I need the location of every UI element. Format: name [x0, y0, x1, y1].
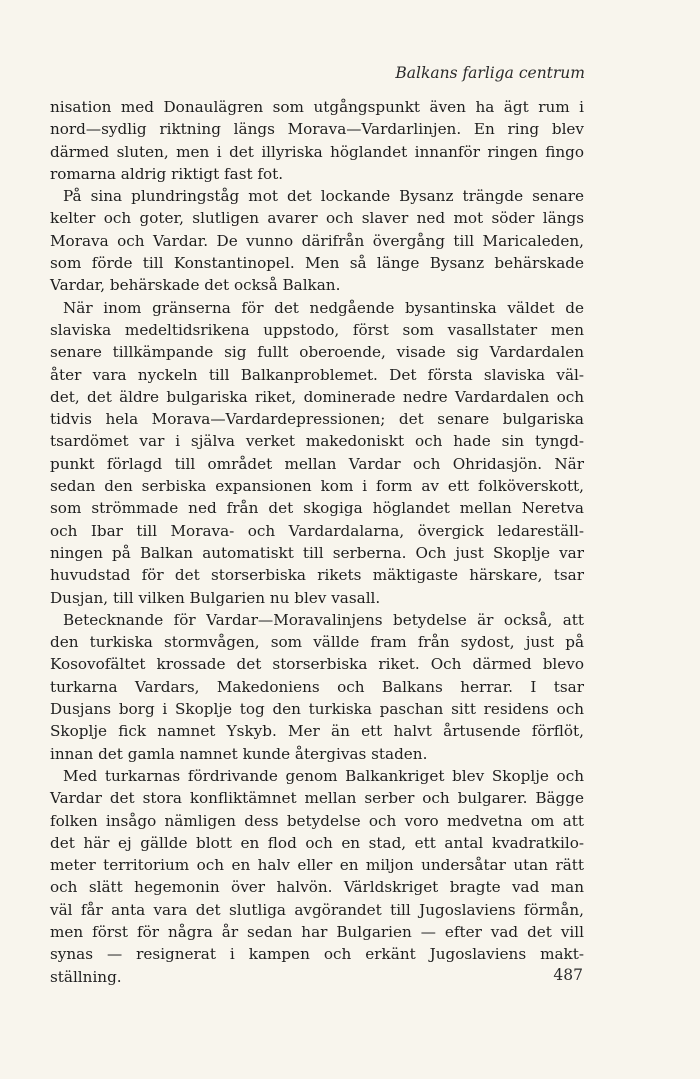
paragraph-1	[50, 96, 584, 185]
text-line: Vardar det stora konfliktämnet mellan serber och bulgarer. Bägge	[50, 789, 584, 808]
text-line: som förde till Konstantinopel. Men så länge Bysanz behärskade	[50, 254, 584, 273]
text-line: det här ej gällde blott en flod och en stad, ett antal kvadratkilo-	[50, 833, 584, 852]
paragraph-3	[50, 297, 584, 609]
text-line: synas — resignerat i kampen och erkänt Jugoslaviens makt-	[50, 945, 584, 964]
text-line: Dusjan, till vilken Bulgarien nu blev vasall.	[50, 588, 381, 607]
text-line: huvudstad för det storserbiska rikets mäktigaste härskare, tsar	[50, 566, 584, 585]
text-line: ställning.	[50, 967, 122, 986]
text-line: ningen på Balkan automatiskt till serberna. Och just Skoplje var	[50, 543, 584, 562]
text-line: Morava och Vardar. De vunno därifrån övergång till Maricaleden,	[50, 231, 584, 250]
text-line: romarna aldrig riktigt fast fot.	[50, 164, 284, 183]
text-line: När inom gränserna för det nedgående bysantinska väldet de	[63, 298, 584, 317]
text-line: punkt förlagd till området mellan Vardar och Ohridasjön. När	[50, 454, 584, 473]
text-line: sedan den serbiska expansionen kom i form av ett folköverskott,	[50, 477, 584, 496]
text-line: och Ibar till Morava- och Vardardalarna, övergick ledareställ-	[50, 521, 584, 540]
text-line: åter vara nyckeln till Balkanproblemet. Det första slaviska väl-	[50, 365, 584, 384]
text-line: turkarna Vardars, Makedoniens och Balkans herrar. I tsar	[50, 677, 584, 696]
body-text	[50, 96, 584, 988]
text-line: men först för några år sedan har Bulgarien — efter vad det vill	[50, 922, 584, 941]
text-line: och slätt hegemonin över halvön. Världskriget bragte vad man	[50, 878, 584, 897]
text-line: kelter och goter, slutligen avarer och slaver ned mot söder längs	[50, 209, 584, 228]
paragraph-4	[50, 609, 584, 765]
paragraph-5	[50, 765, 584, 988]
text-line: senare tillkämpande sig fullt oberoende, visade sig Vardardalen	[50, 343, 584, 362]
text-line: Kosovofältet krossade det storserbiska riket. Och därmed blevo	[50, 655, 584, 674]
text-line: Betecknande för Vardar—Moravalinjens betydelse är också, att	[63, 610, 584, 629]
text-line: det, det äldre bulgariska riket, dominerade nedre Vardardalen och	[50, 387, 584, 406]
text-line: Dusjans borg i Skoplje tog den turkiska paschan sitt residens och	[50, 700, 584, 719]
text-line: nord—sydlig riktning längs Morava—Vardarlinjen. En ring blev	[50, 120, 584, 139]
text-line: tsardömet var i själva verket makedoniskt och hade sin tyngd-	[50, 432, 584, 451]
text-line: Med turkarnas fördrivande genom Balkankriget blev Skoplje och	[63, 766, 584, 785]
text-line: tidvis hela Morava—Vardardepressionen; det senare bulgariska	[50, 410, 584, 429]
text-line: innan det gamla namnet kunde återgivas staden.	[50, 744, 428, 763]
text-line: På sina plundringståg mot det lockande Bysanz trängde senare	[63, 187, 584, 206]
text-line: därmed sluten, men i det illyriska höglandet innanför ringen fingo	[50, 142, 584, 161]
page-number: 487	[553, 966, 583, 984]
running-header: Balkans farliga centrum	[395, 64, 585, 82]
text-line: som strömmade ned från det skogiga höglandet mellan Neretva	[50, 499, 584, 518]
text-line: Skoplje fick namnet Yskyb. Mer än ett halvt årtusende förflöt,	[50, 722, 584, 741]
text-line: slaviska medeltidsrikena uppstodo, först som vasallstater men	[50, 320, 584, 339]
text-line: meter territorium och en halv eller en miljon undersåtar utan rätt	[50, 856, 584, 875]
text-line: nisation med Donaulägren som utgångspunkt även ha ägt rum i	[50, 98, 584, 116]
text-line: folken insågo nämligen dess betydelse och voro medvetna om att	[50, 811, 584, 830]
text-line: Vardar, behärskade det också Balkan.	[50, 276, 341, 295]
text-line: den turkiska stormvågen, som vällde fram från sydost, just på	[50, 633, 584, 652]
text-line: väl får anta vara det slutliga avgörandet till Jugoslaviens förmån,	[50, 900, 584, 919]
paragraph-2	[50, 185, 584, 296]
